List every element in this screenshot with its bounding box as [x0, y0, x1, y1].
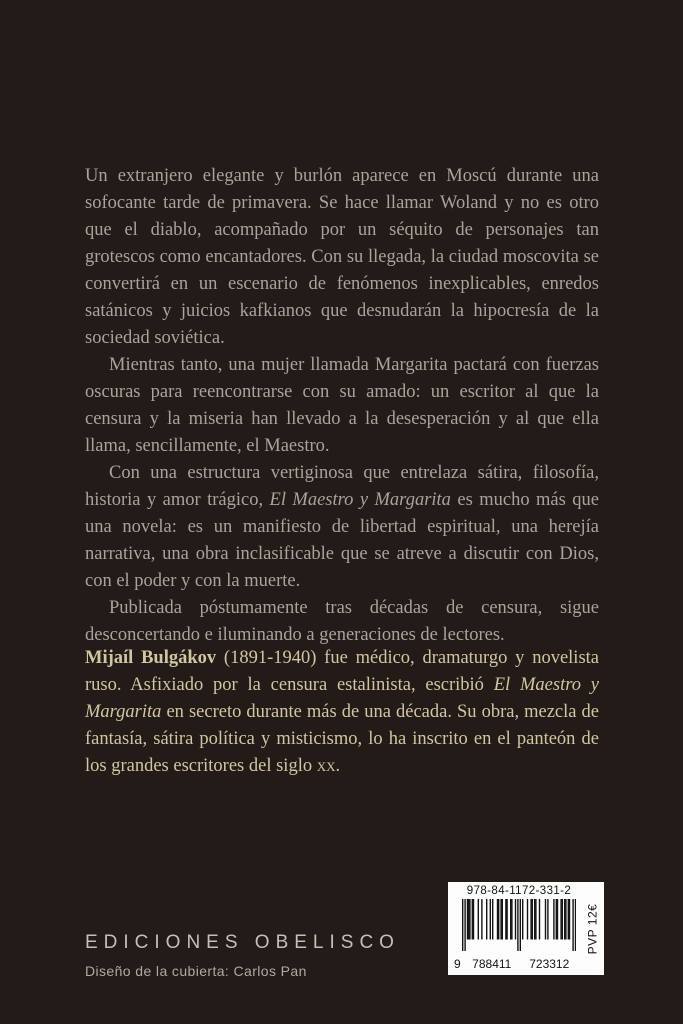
text-segment: en secreto durante más de una década. Su obra, mezcla de fantasía, sátira política y misticismo, lo ha inscrito en el panteón de los grandes escritores del siglo [85, 702, 599, 776]
text-segment: Un extranjero elegante y burlón aparece en Moscú durante una sofocante tarde de primavera. Se hace llamar Woland y no es otro que el diablo, acompañado por un séquito de personajes tan grotescos como encantadores. Con su llegada, la ciudad moscovita se convertirá en un escenario de fenómenos inexplicables, enredos satánicos y juicios kafkianos que desnudarán la hipocresía de la sociedad soviética. [85, 166, 599, 348]
paragraph [85, 595, 599, 649]
text-segment: Mijaíl Bulgákov [85, 648, 217, 668]
price-column [580, 882, 604, 975]
paragraph [85, 163, 599, 352]
paragraph [85, 645, 599, 780]
author-bio-text [85, 645, 599, 780]
barcode-main [454, 885, 578, 972]
text-segment: . [335, 756, 341, 776]
text-segment: es mucho más que una novela: es un manifiesto de libertad espiritual, una herejía narrativa, una obra inclasificable que se atreve a discutir con Dios, con el poder y con la muerte. [85, 490, 600, 591]
text-segment: (1891-1940) fue médico, dramaturgo y novelista ruso. Asfixiado por la censura estalinista, escribió [85, 648, 599, 695]
text-segment: Publicada póstumamente tras décadas de censura, sigue desconcertando e iluminando a generaciones de lectores. [85, 598, 599, 645]
ean13-barcode [462, 899, 576, 951]
barcode-digits [454, 958, 578, 970]
cover-design-credit: Diseño de la cubierta: Carlos Pan [85, 963, 307, 979]
paragraph [85, 460, 599, 595]
text-segment: El Maestro y Margarita [85, 675, 599, 722]
barcode-digit-group: 9 [454, 957, 461, 971]
isbn-number: 978-84-1172-331-2 [466, 885, 572, 897]
publisher-imprint: EDICIONES OBELISCO [85, 932, 400, 953]
synopsis-text [85, 163, 599, 649]
text-segment: Con una estructura vertiginosa que entrelaza sátira, filosofía, historia y amor trágico, [85, 463, 599, 510]
publisher-block [85, 932, 400, 979]
text-segment: Mientras tanto, una mujer llamada Margarita pactará con fuerzas oscuras para reencontrarse con su amado: un escritor al que la censura y la miseria han llevado a la desesperación y al que ella llama, sencillamente, el Maestro. [85, 355, 599, 456]
text-segment: xx [316, 756, 336, 776]
barcode-digit-group: 723312 [529, 957, 570, 971]
text-segment: El Maestro y Margarita [269, 490, 451, 510]
barcode-sticker [448, 882, 604, 975]
price-label: PVP 12€ [585, 903, 599, 954]
barcode-digit-group: 788411 [472, 957, 512, 971]
paragraph [85, 352, 599, 460]
